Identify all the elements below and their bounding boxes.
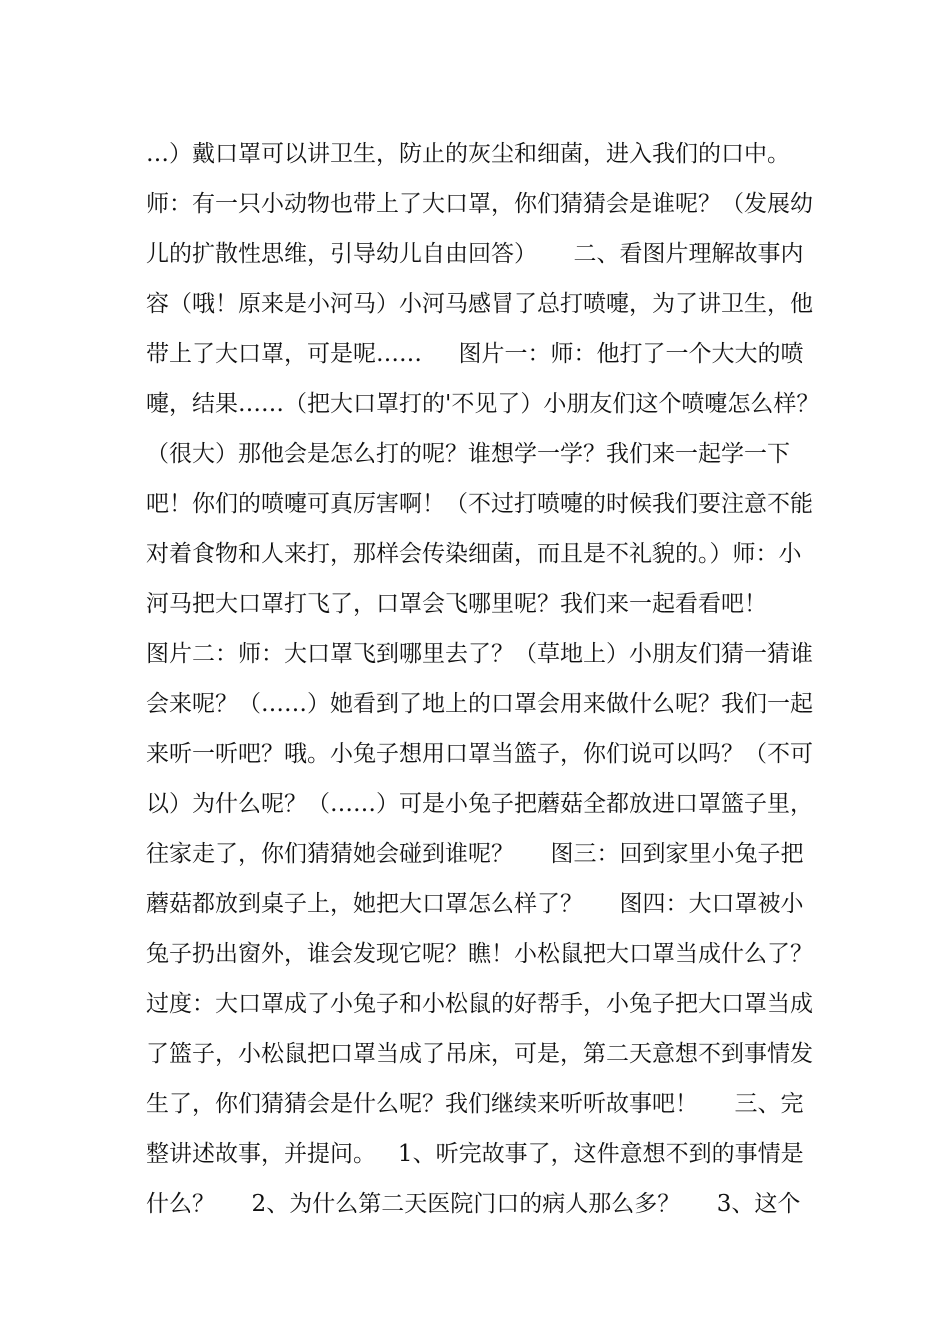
text-line: 什么？ 2、为什么第二天医院门口的病人那么多？ 3、这个 <box>146 1191 801 1217</box>
text-line: 以）为什么呢？（……）可是小兔子把蘑菇全都放进口罩篮子里， <box>146 791 813 817</box>
text-line: 对着食物和人来打，那样会传染细菌，而且是不礼貌的。）师：小 <box>146 541 802 567</box>
text-line: …）戴口罩可以讲卫生，防止的灰尘和细菌，进入我们的口中。 <box>146 141 790 167</box>
text-line: 儿的扩散性思维，引导幼儿自由回答） 二、看图片理解故事内 <box>146 241 804 267</box>
text-line: 河马把大口罩打飞了，口罩会飞哪里呢？我们来一起看看吧！ <box>146 591 767 617</box>
text-line: （很大）那他会是怎么打的呢？谁想学一学？我们来一起学一下 <box>146 441 790 467</box>
text-line: 师：有一只小动物也带上了大口罩，你们猜猜会是谁呢？（发展幼 <box>146 191 813 217</box>
text-line: 嚏，结果……（把大口罩打的'不见了）小朋友们这个喷嚏怎么样？ <box>146 391 820 417</box>
text-line: 整讲述故事，并提问。 1、听完故事了，这件意想不到的事情是 <box>146 1141 804 1167</box>
text-line: 兔子扔出窗外，谁会发现它呢？瞧！小松鼠把大口罩当成什么了？ <box>146 941 813 967</box>
text-line: 会来呢？（……）她看到了地上的口罩会用来做什么呢？我们一起 <box>146 691 813 717</box>
text-line: 蘑菇都放到桌子上，她把大口罩怎么样了？ 图四：大口罩被小 <box>146 891 804 917</box>
text-line: 图片二：师：大口罩飞到哪里去了？（草地上）小朋友们猜一猜谁 <box>146 641 813 667</box>
document-body <box>146 129 818 1229</box>
text-line: 吧！你们的喷嚏可真厉害啊！（不过打喷嚏的时候我们要注意不能 <box>146 491 813 517</box>
text-line: 容（哦！原来是小河马）小河马感冒了总打喷嚏，为了讲卫生，他 <box>146 291 813 317</box>
text-line: 过度：大口罩成了小兔子和小松鼠的好帮手，小兔子把大口罩当成 <box>146 991 813 1017</box>
text-line: 来听一听吧？哦。小兔子想用口罩当篮子，你们说可以吗？（不可 <box>146 741 813 767</box>
text-line: 了篮子，小松鼠把口罩当成了吊床，可是，第二天意想不到事情发 <box>146 1041 813 1067</box>
text-line: 带上了大口罩，可是呢…… 图片一：师：他打了一个大大的喷 <box>146 341 804 367</box>
text-line: 往家走了，你们猜猜她会碰到谁呢？ 图三：回到家里小兔子把 <box>146 841 804 867</box>
text-line: 生了，你们猜猜会是什么呢？我们继续来听听故事吧！ 三、完 <box>146 1091 804 1117</box>
